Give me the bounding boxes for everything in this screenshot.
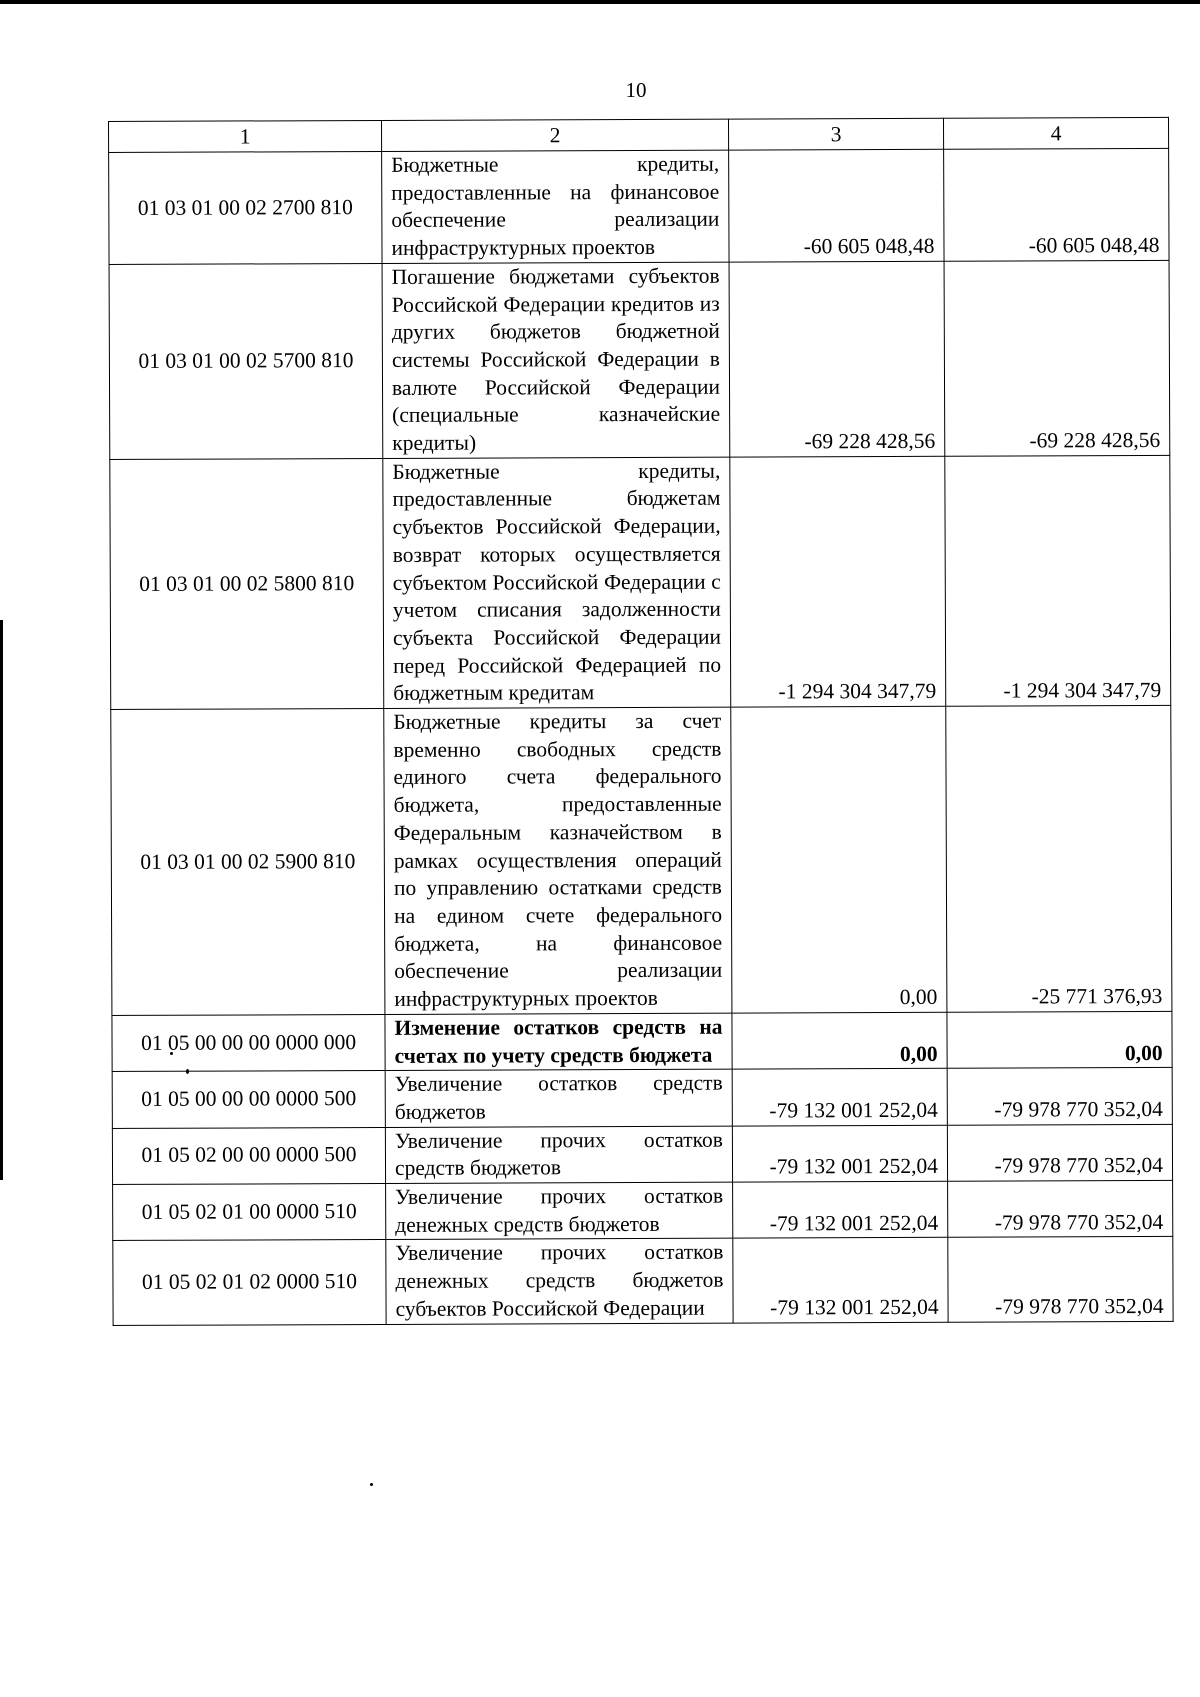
value-col3: -60 605 048,48 [729, 149, 944, 262]
value-col3: -79 132 001 252,04 [733, 1181, 948, 1238]
item-name: Бюджетные кредиты за счет временно свободных средств единого счета федерального бюджета, предоставленные Федеральным казначейством в рамках осуществления операций по управлению остатками средств на едином счете федерального бюджета, на финансовое обеспечение реализации инфраструктурных проектов [384, 707, 732, 1014]
item-name: Изменение остатков средств на счетах по учету средств бюджета [385, 1013, 732, 1071]
table-row [109, 260, 1170, 459]
value-col4: -79 978 770 352,04 [948, 1180, 1173, 1237]
value-col3: -1 294 304 347,79 [730, 456, 946, 707]
table-row-bold [112, 1011, 1172, 1071]
value-col4: -69 228 428,56 [944, 260, 1170, 456]
budget-code: 01 05 02 01 02 0000 510 [113, 1240, 386, 1325]
budget-code: 01 03 01 00 02 5700 810 [109, 263, 383, 459]
table-row [110, 455, 1171, 709]
page-number: 10 [625, 78, 647, 102]
budget-code: 01 05 00 00 00 0000 000 [112, 1014, 385, 1071]
scan-left-edge [0, 620, 3, 1180]
value-col4: -60 605 048,48 [944, 148, 1169, 261]
table-row [111, 705, 1172, 1015]
item-name: Увеличение прочих остатков средств бюджетов [385, 1126, 732, 1184]
financing-sources-table [108, 117, 1174, 1326]
value-col3: -79 132 001 252,04 [732, 1125, 947, 1182]
item-name: Погашение бюджетами субъектов Российской Федерации кредитов из других бюджетов бюджетной системы Российской Федерации в валюте Российской Федерации (специальные казначейские кредиты) [382, 262, 730, 458]
budget-code: 01 05 00 00 00 0000 500 [112, 1071, 385, 1128]
budget-code: 01 03 01 00 02 5800 810 [110, 458, 384, 709]
value-col4: -1 294 304 347,79 [945, 455, 1171, 706]
budget-code: 01 03 01 00 02 2700 810 [109, 151, 382, 264]
scan-speck [370, 1483, 373, 1486]
column-header: 2 [381, 119, 728, 151]
item-name: Бюджетные кредиты, предоставленные бюджетам субъектов Российской Федерации, возврат которых осуществляется субъектом Российской Федерации с учетом списания задолженности субъекта Российской Федерации перед Российской Федерацией по бюджетным кредитам [383, 457, 731, 709]
value-col4: -79 978 770 352,04 [947, 1124, 1172, 1181]
column-header: 1 [109, 120, 382, 152]
table-header-row [109, 117, 1169, 152]
value-col4: -79 978 770 352,04 [947, 1068, 1172, 1125]
value-col3: -79 132 001 252,04 [732, 1068, 947, 1125]
budget-code: 01 05 02 01 00 0000 510 [113, 1183, 386, 1240]
item-name: Бюджетные кредиты, предоставленные на финансовое обеспечение реализации инфраструктурных проектов [382, 150, 729, 263]
item-name: Увеличение прочих остатков денежных средств бюджетов субъектов Российской Федерации [386, 1239, 733, 1324]
item-name: Увеличение прочих остатков денежных средств бюджетов [386, 1182, 733, 1240]
value-col4: -25 771 376,93 [946, 705, 1172, 1012]
table-row [113, 1180, 1173, 1240]
value-col3: -69 228 428,56 [729, 261, 945, 457]
table-row [113, 1237, 1173, 1325]
budget-code: 01 03 01 00 02 5900 810 [111, 709, 385, 1016]
table-row [112, 1124, 1172, 1184]
scan-top-edge [0, 0, 1200, 4]
budget-code: 01 05 02 00 00 0000 500 [112, 1127, 385, 1184]
column-header: 4 [943, 117, 1168, 149]
value-col3: -79 132 001 252,04 [733, 1238, 948, 1323]
table-row [109, 148, 1169, 264]
table-row [112, 1068, 1172, 1128]
item-name: Увеличение остатков средств бюджетов [385, 1069, 732, 1127]
value-col4: -79 978 770 352,04 [948, 1237, 1173, 1322]
column-header: 3 [728, 118, 943, 150]
value-col3: 0,00 [732, 1012, 947, 1069]
value-col4: 0,00 [947, 1011, 1172, 1068]
value-col3: 0,00 [731, 706, 947, 1013]
